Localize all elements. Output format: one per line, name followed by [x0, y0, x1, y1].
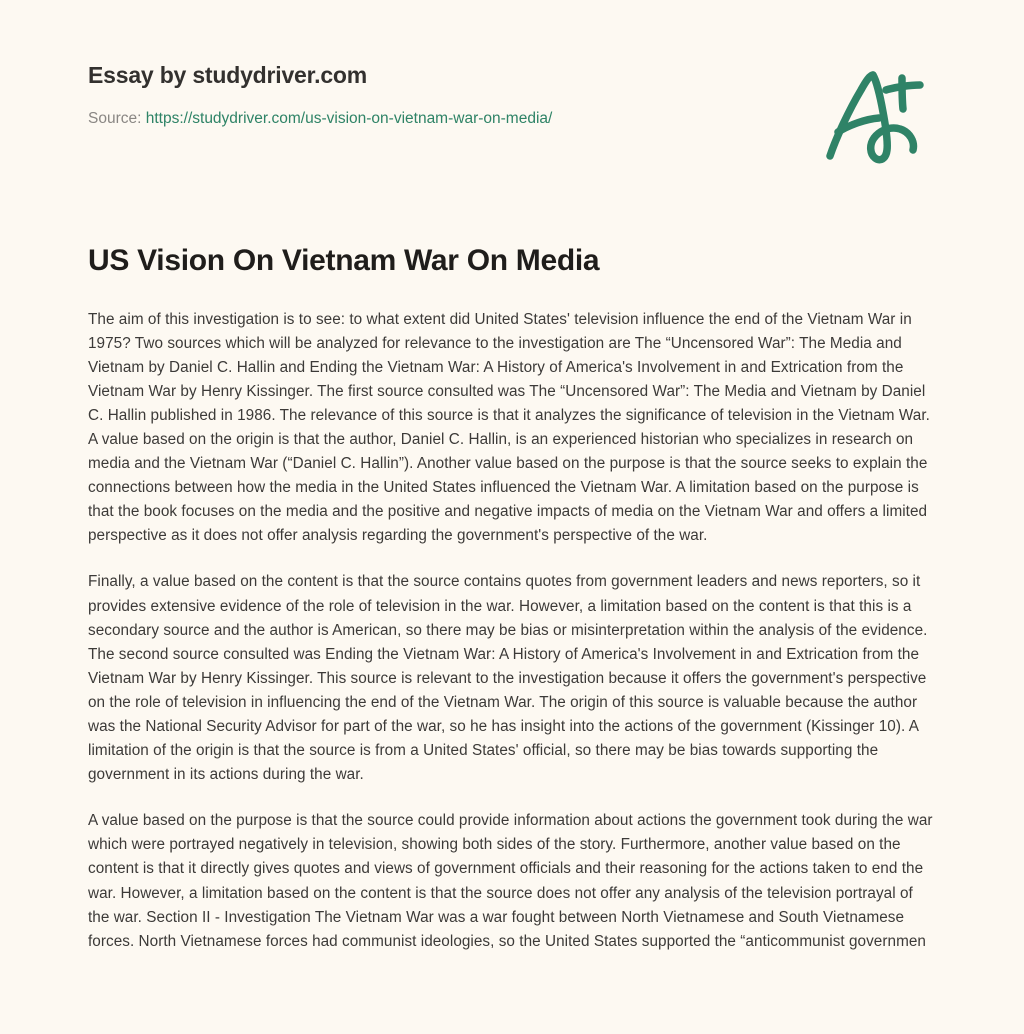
source-line: [88, 109, 936, 129]
page-header: [88, 0, 936, 127]
essay-paragraph: Finally, a value based on the content is that the source contains quotes from government leaders and news reporters, so it provides extensive evidence of the role of television in the war. However, a limitation based on the content is that this is a secondary source and the author is American, so there may be bias or misinterpretation within the analysis of the evidence. The second source consulted was Ending the Vietnam War: A History of America's Involvement in and Extrication from the Vietnam War by Henry Kissinger. This source is relevant to the investigation because it offers the government's perspective on the role of television in influencing the end of the Vietnam War. The origin of this source is valuable because the author was the National Security Advisor for part of the war, so he has insight into the actions of the government (Kissinger 10). A limitation of the origin is that the source is from a United States' official, so there may be bias towards supporting the government in its actions during the war.: [88, 573, 928, 784]
a-plus-logo[interactable]: [816, 62, 936, 172]
essay-body: [88, 280, 934, 954]
source-url-link[interactable]: https://studydriver.com/us-vision-on-vietnam-war-on-media/: [145, 109, 553, 127]
essay-paragraph: A value based on the purpose is that the source could provide information about actions the government took during the war which were portrayed negatively in television, showing both sides of the story. Furthermore, another value based on the content is that it directly gives quotes and views of government officials and their reasoning for the actions taken to end the war. However, a limitation based on the content is that the source does not offer any analysis of the television portrayal of the war. Section II - Investigation The Vietnam War was a war fought between North Vietnamese and South Vietnamese forces. North Vietnamese forces had communist ideologies, so the United States supported the “anticommunist governmen: [88, 812, 933, 950]
a-plus-logo-icon: [816, 62, 936, 172]
source-label: Source:: [88, 109, 142, 127]
page-title: US Vision On Vietnam War On Media: [88, 244, 600, 277]
essay-paragraph: The aim of this investigation is to see: to what extent did United States' television influence the end of the Vietnam War in 1975? Two sources which will be analyzed for relevance to the investigation are The “Uncensored War”: The Media and Vietnam by Daniel C. Hallin and Ending the Vietnam War: A History of America's Involvement in and Extrication from the Vietnam War by Henry Kissinger. The first source consulted was The “Uncensored War”: The Media and Vietnam by Daniel C. Hallin published in 1986. The relevance of this source is that it analyzes the significance of television in the Vietnam War. A value based on the origin is that the author, Daniel C. Hallin, is an experienced historian who specializes in research on media and the Vietnam War (“Daniel C. Hallin”). Another value based on the purpose is that the source seeks to explain the connections between how the media in the United States influenced the Vietnam War. A limitation based on the purpose is that the book focuses on the media and the positive and negative impacts of media on the Vietnam War and offers a limited perspective as it does not offer analysis regarding the government's perspective of the war.: [88, 310, 930, 545]
brand-title: Essay by studydriver.com: [88, 62, 368, 88]
